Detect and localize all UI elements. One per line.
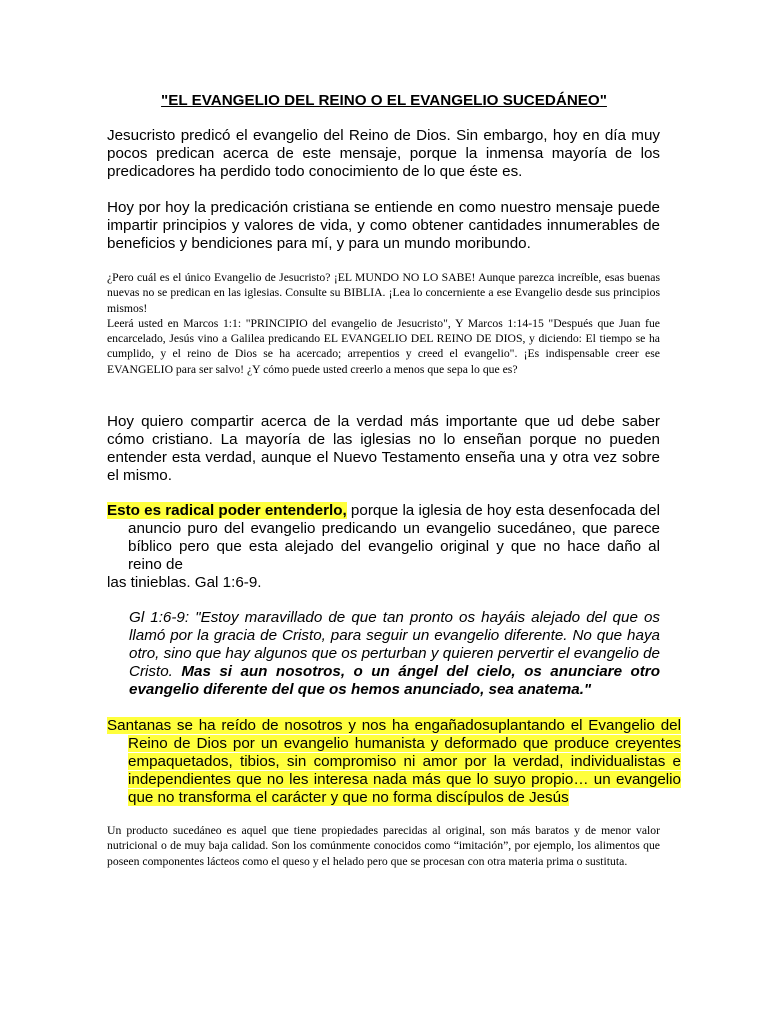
document-title: "EL EVANGELIO DEL REINO O EL EVANGELIO SUCEDÁNEO" (161, 92, 607, 109)
paragraph-truth: Hoy quiero compartir acerca de la verdad más importante que ud debe saber cómo cristiano. La mayoría de las iglesias no lo enseñan porque no pueden entender esta verdad, aunque el Nuevo Testamento enseña una y otra vez sobre el mismo. (107, 413, 660, 484)
paragraph-satan-text: Santanas se ha reído de nosotros y nos ha engañadosuplantando el Evangelio del Reino de Dios por un evangelio humanista y deformado que produce creyentes empaquetados, tibios, sin compromiso ni amor por la verdad, individualistas e independientes que no les interesa nada más que lo suyo propio… un evangelio que no transforma el carácter y que no forma discípulos de Jesús (107, 717, 681, 806)
bible-quote (129, 609, 660, 699)
paragraph-radical-tail: las tinieblas. Gal 1:6-9. (107, 574, 262, 591)
bible-quote-italic: Gl 1:6-9: "Estoy maravillado de que tan pronto os hayáis alejado del que os llamó por la gracia de Cristo, para seguir un evangelio diferente. No que haya otro, sino que hay algunos que os perturban y quieren pervertir el evangelio de Cristo. (129, 609, 660, 680)
paragraph-question-block (107, 270, 660, 377)
paragraph-definition: Un producto sucedáneo es aquel que tiene propiedades parecidas al original, son más baratos y de menor valor nutricional o de muy baja calidad. Son los comúnmente conocidos como “imitación”, por ejemplo, los alimentos que poseen componentes lácteos como el queso y el helado pero que se procesan con otra materia prima o sustituta. (107, 824, 660, 868)
paragraph-question: ¿Pero cuál es el único Evangelio de Jesucristo? ¡EL MUNDO NO LO SABE! Aunque parezca increíble, esas buenas nuevas no se predican en las iglesias. Consulte su BIBLIA. ¡Lea lo concerniente a ese Evangelio desde sus principios mismos! (107, 271, 660, 315)
paragraph-mark-quote: Leerá usted en Marcos 1:1: "PRINCIPIO del evangelio de Jesucristo", Y Marcos 1:14-15 "Después que Juan fue encarcelado, Jesús vino a Galilea predicando EL EVANGELIO DEL REINO DE DIOS, y diciendo: El tiempo se ha cumplido, y el reino de Dios se ha acercado; arrepentios y creed el evangelio". ¡Es indispensable creer ese EVANGELIO para ser salvo! ¿Y cómo puede usted creerlo a menos que sepa lo que es? (107, 316, 660, 376)
highlight-radical: Esto es radical poder entenderlo, (107, 502, 347, 519)
paragraph-radical (107, 502, 660, 592)
paragraph-radical-text: porque la iglesia de hoy esta desenfocada del anuncio puro del evangelio predicando un evangelio sucedáneo, que parece bíblico pero que esta alejado del evangelio original y que no hace daño al reino de (128, 502, 660, 573)
paragraph-preaching: Hoy por hoy la predicación cristiana se entiende en como nuestro mensaje puede impartir principios y valores de vida, y como obtener cantidades innumerables de beneficios y bendiciones para mí, y para un mundo moribundo. (107, 199, 660, 252)
paragraph-intro: Jesucristo predicó el evangelio del Reino de Dios. Sin embargo, hoy en día muy pocos predican acerca de este mensaje, porque la inmensa mayoría de los predicadores ha perdido todo conocimiento de lo que éste es. (107, 127, 660, 180)
paragraph-satan (107, 717, 681, 807)
bible-quote-bold: Mas si aun nosotros, o un ángel del cielo, os anunciare otro evangelio diferente del que os hemos anunciado, sea anatema." (129, 663, 660, 698)
